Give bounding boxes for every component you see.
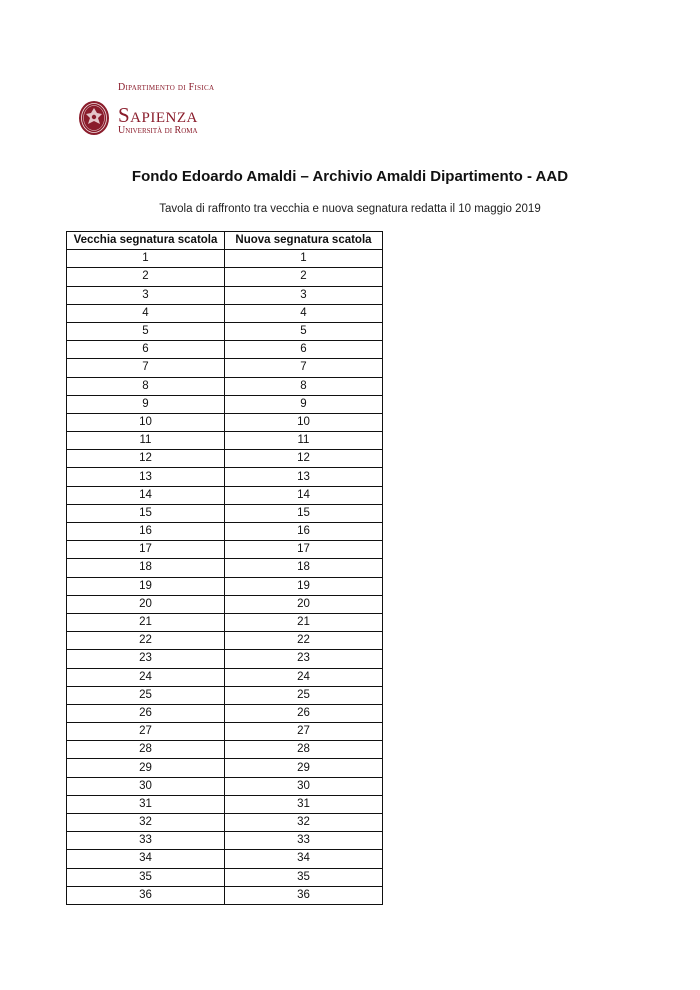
old-signature-cell: 35 xyxy=(67,868,225,886)
table-row xyxy=(67,723,383,741)
new-signature-cell: 27 xyxy=(225,723,383,741)
old-signature-cell: 21 xyxy=(67,613,225,631)
document-subtitle: Tavola di raffronto tra vecchia e nuova segnatura redatta il 10 maggio 2019 xyxy=(159,203,541,215)
old-signature-cell: 3 xyxy=(67,286,225,304)
old-signature-cell: 16 xyxy=(67,523,225,541)
old-signature-cell: 17 xyxy=(67,541,225,559)
new-signature-cell: 6 xyxy=(225,341,383,359)
new-signature-cell: 32 xyxy=(225,814,383,832)
new-signature-cell: 23 xyxy=(225,650,383,668)
table-row xyxy=(67,377,383,395)
new-signature-cell: 30 xyxy=(225,777,383,795)
table-row xyxy=(67,795,383,813)
table-row xyxy=(67,468,383,486)
new-signature-cell: 19 xyxy=(225,577,383,595)
table-row xyxy=(67,432,383,450)
new-signature-cell: 5 xyxy=(225,322,383,340)
old-signature-cell: 18 xyxy=(67,559,225,577)
new-signature-cell: 15 xyxy=(225,504,383,522)
table-row xyxy=(67,286,383,304)
table-row xyxy=(67,886,383,904)
table-row xyxy=(67,486,383,504)
new-signature-cell: 7 xyxy=(225,359,383,377)
table-row xyxy=(67,413,383,431)
old-signature-cell: 31 xyxy=(67,795,225,813)
old-signature-cell: 30 xyxy=(67,777,225,795)
new-signature-cell: 26 xyxy=(225,704,383,722)
old-signature-cell: 13 xyxy=(67,468,225,486)
new-signature-cell: 28 xyxy=(225,741,383,759)
new-signature-cell: 9 xyxy=(225,395,383,413)
old-signature-cell: 28 xyxy=(67,741,225,759)
old-signature-cell: 10 xyxy=(67,413,225,431)
old-signature-cell: 19 xyxy=(67,577,225,595)
new-signature-cell: 24 xyxy=(225,668,383,686)
old-signature-cell: 33 xyxy=(67,832,225,850)
old-signature-cell: 15 xyxy=(67,504,225,522)
university-subtitle: Università di Roma xyxy=(118,125,198,136)
table-row xyxy=(67,559,383,577)
new-signature-cell: 33 xyxy=(225,832,383,850)
new-signature-cell: 3 xyxy=(225,286,383,304)
table-row xyxy=(67,741,383,759)
old-signature-cell: 12 xyxy=(67,450,225,468)
table-row xyxy=(67,268,383,286)
old-signature-cell: 25 xyxy=(67,686,225,704)
column-header-new: Nuova segnatura scatola xyxy=(225,232,383,250)
table-row xyxy=(67,632,383,650)
table-row xyxy=(67,686,383,704)
old-signature-cell: 20 xyxy=(67,595,225,613)
table-row xyxy=(67,541,383,559)
table-row xyxy=(67,577,383,595)
old-signature-cell: 11 xyxy=(67,432,225,450)
table-row xyxy=(67,341,383,359)
new-signature-cell: 1 xyxy=(225,250,383,268)
old-signature-cell: 9 xyxy=(67,395,225,413)
table-row xyxy=(67,777,383,795)
table-body xyxy=(67,250,383,905)
old-signature-cell: 23 xyxy=(67,650,225,668)
old-signature-cell: 29 xyxy=(67,759,225,777)
table-row xyxy=(67,250,383,268)
old-signature-cell: 27 xyxy=(67,723,225,741)
new-signature-cell: 31 xyxy=(225,795,383,813)
new-signature-cell: 36 xyxy=(225,886,383,904)
table-row xyxy=(67,850,383,868)
old-signature-cell: 36 xyxy=(67,886,225,904)
signature-comparison-table xyxy=(66,231,383,905)
old-signature-cell: 8 xyxy=(67,377,225,395)
new-signature-cell: 16 xyxy=(225,523,383,541)
new-signature-cell: 2 xyxy=(225,268,383,286)
old-signature-cell: 6 xyxy=(67,341,225,359)
new-signature-cell: 22 xyxy=(225,632,383,650)
old-signature-cell: 4 xyxy=(67,304,225,322)
old-signature-cell: 5 xyxy=(67,322,225,340)
table-row xyxy=(67,613,383,631)
department-name: Dipartimento di Fisica xyxy=(118,82,215,93)
university-name: Sapienza xyxy=(118,103,198,127)
old-signature-cell: 22 xyxy=(67,632,225,650)
table-row xyxy=(67,868,383,886)
old-signature-cell: 7 xyxy=(67,359,225,377)
new-signature-cell: 11 xyxy=(225,432,383,450)
table-row xyxy=(67,650,383,668)
university-seal-icon xyxy=(78,100,110,136)
new-signature-cell: 17 xyxy=(225,541,383,559)
new-signature-cell: 25 xyxy=(225,686,383,704)
table-row xyxy=(67,504,383,522)
new-signature-cell: 4 xyxy=(225,304,383,322)
table-header-row xyxy=(67,232,383,250)
old-signature-cell: 34 xyxy=(67,850,225,868)
table-row xyxy=(67,523,383,541)
new-signature-cell: 35 xyxy=(225,868,383,886)
table-row xyxy=(67,832,383,850)
old-signature-cell: 24 xyxy=(67,668,225,686)
old-signature-cell: 2 xyxy=(67,268,225,286)
table-row xyxy=(67,304,383,322)
old-signature-cell: 26 xyxy=(67,704,225,722)
table-row xyxy=(67,595,383,613)
new-signature-cell: 21 xyxy=(225,613,383,631)
old-signature-cell: 1 xyxy=(67,250,225,268)
new-signature-cell: 8 xyxy=(225,377,383,395)
table-row xyxy=(67,395,383,413)
new-signature-cell: 12 xyxy=(225,450,383,468)
old-signature-cell: 32 xyxy=(67,814,225,832)
new-signature-cell: 18 xyxy=(225,559,383,577)
old-signature-cell: 14 xyxy=(67,486,225,504)
table-row xyxy=(67,668,383,686)
column-header-old: Vecchia segnatura scatola xyxy=(67,232,225,250)
document-title: Fondo Edoardo Amaldi – Archivio Amaldi Dipartimento - AAD xyxy=(131,168,569,185)
table-row xyxy=(67,359,383,377)
table-row xyxy=(67,322,383,340)
new-signature-cell: 34 xyxy=(225,850,383,868)
table-row xyxy=(67,759,383,777)
table-row xyxy=(67,450,383,468)
new-signature-cell: 20 xyxy=(225,595,383,613)
table-row xyxy=(67,814,383,832)
new-signature-cell: 13 xyxy=(225,468,383,486)
new-signature-cell: 14 xyxy=(225,486,383,504)
new-signature-cell: 10 xyxy=(225,413,383,431)
table-row xyxy=(67,704,383,722)
new-signature-cell: 29 xyxy=(225,759,383,777)
